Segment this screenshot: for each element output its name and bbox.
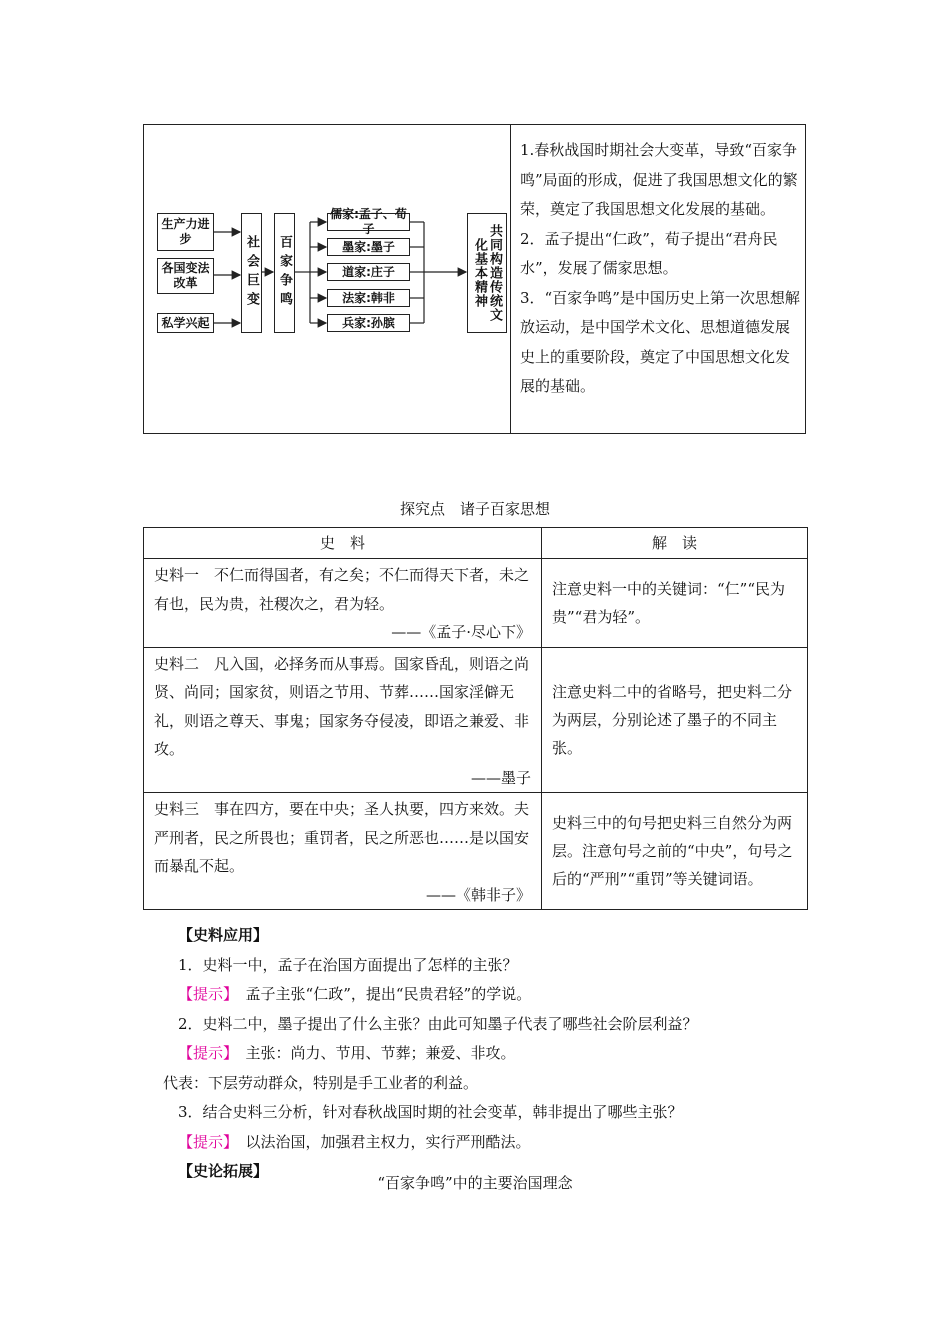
reading-cell: 注意史料一中的关键词：“仁”“民为贵”“君为轻”。 <box>542 559 808 648</box>
node-school-mohist: 墨家:墨子 <box>327 238 410 256</box>
source-text: 史料二 凡入国，必择务而从事焉。国家昏乱，则语之尚贤、尚同；国家贫，则语之节用、节葬……国家淫僻无礼，则语之尊天、事鬼；国家务夺侵凌，即语之兼爱、非攻。 <box>154 654 530 758</box>
answer-2-extra: 代表：下层劳动群众，特别是手工业者的利益。 <box>163 1073 479 1092</box>
node-private-school: 私学兴起 <box>157 313 214 333</box>
question-3: 3．结合史料三分析，针对春秋战国时期的社会变革，韩非提出了哪些主张？ <box>178 1103 683 1121</box>
source-cell <box>144 559 542 648</box>
extension-subtitle: “百家争鸣”中的主要治国理念 <box>377 1174 573 1192</box>
node-school-military: 兵家:孙膑 <box>327 314 410 332</box>
extension-title: 【史论拓展】 <box>178 1162 269 1180</box>
reading-cell: 注意史料二中的省略号，把史料二分为两层，分别论述了墨子的不同主张。 <box>542 647 808 793</box>
reading-cell: 史料三中的句号把史料三自然分为两层。注意句号之前的“中央”，句号之后的“严刑”“重罚”等关键词语。 <box>542 793 808 910</box>
hint-tag-3: 【提示】 <box>178 1132 231 1151</box>
header-reading: 解 读 <box>542 528 808 559</box>
answer-2 <box>178 1039 818 1069</box>
node-productivity: 生产力进步 <box>157 213 214 251</box>
table-header-row <box>144 528 808 559</box>
answer-1-text: 孟子主张“仁政”，提出“民贵君轻”的学说。 <box>245 985 532 1003</box>
application-title: 【史料应用】 <box>178 926 269 944</box>
header-source: 史 料 <box>144 528 542 559</box>
question-1: 1．史料一中，孟子在治国方面提出了怎样的主张？ <box>178 955 518 974</box>
node-social-change: 社会巨变 <box>241 213 262 333</box>
summary-point-3: 3．“百家争鸣”是中国历史上第一次思想解放运动，是中国学术文化、思想道德发展史上的重要阶段，奠定了中国思想文化发展的基础。 <box>520 288 800 395</box>
source-table <box>143 527 808 910</box>
flow-diagram <box>0 0 950 440</box>
source-attribution: ——《孟子·尽心下》 <box>391 623 531 641</box>
source-cell <box>144 647 542 793</box>
table-row <box>144 559 808 648</box>
source-attribution: ——《韩非子》 <box>425 885 531 904</box>
table-row <box>144 793 808 910</box>
source-text: 史料一 不仁而得国者，有之矣；不仁而得天下者，未之有也，民为贵，社稷次之，君为轻。 <box>154 566 530 613</box>
hint-tag-2: 【提示】 <box>178 1044 231 1062</box>
node-hundred-schools: 百家争鸣 <box>274 213 295 333</box>
section-title: 探究点 诸子百家思想 <box>399 500 550 518</box>
node-school-legalist: 法家:韩非 <box>327 289 410 307</box>
source-attribution: ——墨子 <box>470 768 531 787</box>
summary-point-2: 2．孟子提出“仁政”，荀子提出“君舟民水”，发展了儒家思想。 <box>520 229 778 277</box>
node-school-daoist: 道家:庄子 <box>327 263 410 281</box>
node-reform: 各国变法改革 <box>157 258 214 294</box>
hint-tag-1: 【提示】 <box>178 985 231 1003</box>
answer-1 <box>178 980 818 1010</box>
answer-3-text: 以法治国，加强君主权力，实行严刑酷法。 <box>245 1132 531 1151</box>
summary-point-1: 1.春秋战国时期社会大变革，导致“百家争鸣”局面的形成，促进了我国思想文化的繁荣，奠定了我国思想文化发展的基础。 <box>520 141 798 218</box>
question-2: 2．史料二中，墨子提出了什么主张？由此可知墨子代表了哪些社会阶层利益？ <box>178 1014 698 1033</box>
application-section <box>163 921 818 1187</box>
answer-3 <box>178 1128 818 1158</box>
source-text: 史料三 事在四方，要在中央；圣人执要，四方来效。夫严刑者，民之所畏也；重罚者，民之所恶也……是以国安而暴乱不起。 <box>154 800 530 875</box>
source-cell <box>144 793 542 910</box>
table-row <box>144 647 808 793</box>
summary-text <box>520 136 800 402</box>
node-school-confucian: 儒家:孟子、荀子 <box>327 213 410 231</box>
node-common-spirit: 共同构造传统文化基本精神 <box>467 213 507 333</box>
answer-2-text: 主张：尚力、节用、节葬；兼爱、非攻。 <box>245 1044 516 1062</box>
